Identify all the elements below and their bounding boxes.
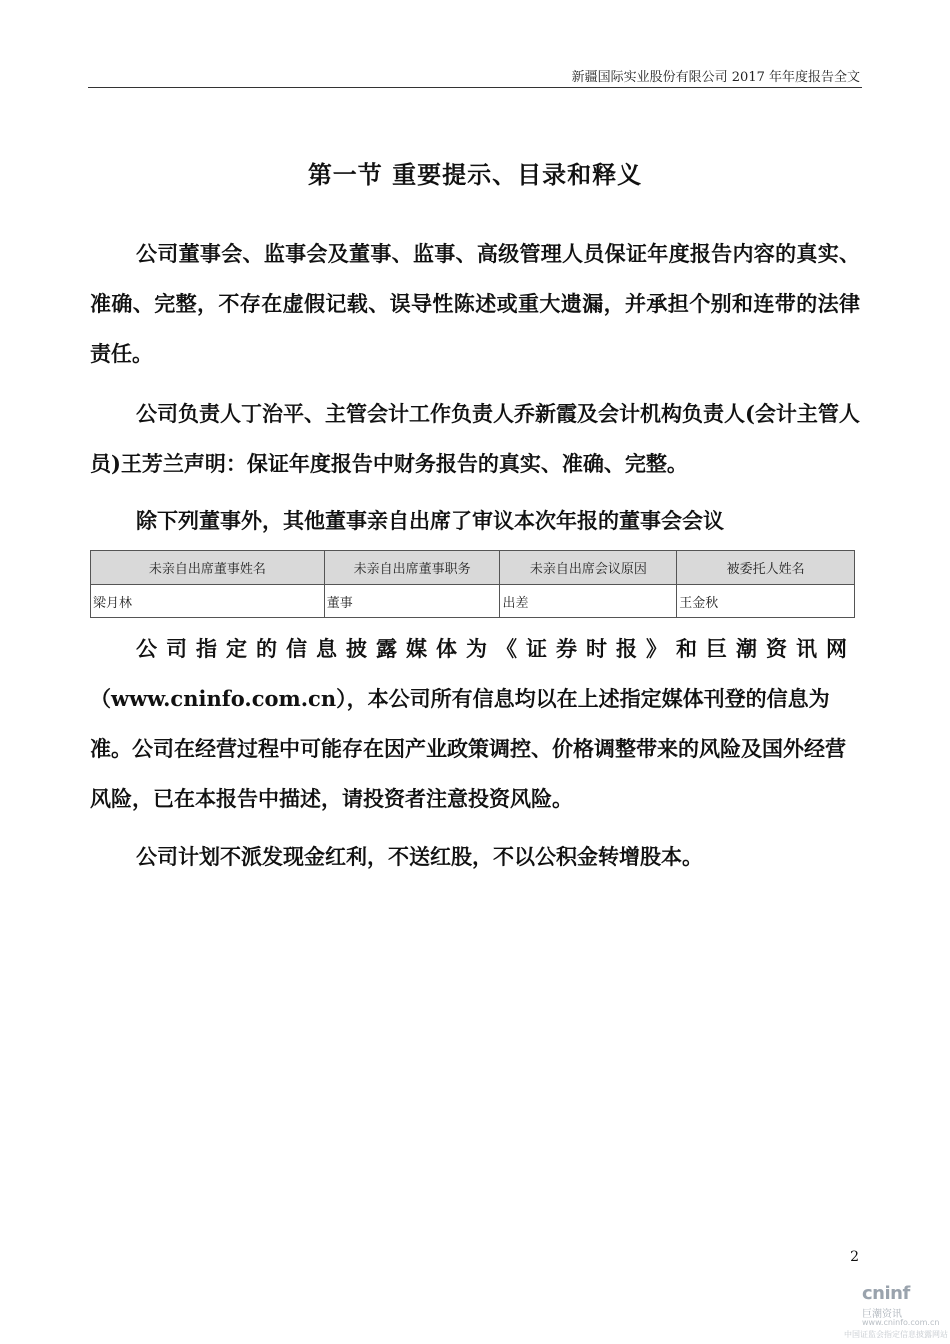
disclosure-media-lead: 公司指定的信息披露媒体为《证券时报》和巨潮资讯网 [136,636,856,661]
cninfo-watermark [840,1283,950,1344]
dividend-plan-paragraph: 公司计划不派发现金红利，不送红股，不以公积金转增股本。 [136,844,703,869]
column-header: 未亲自出席董事职务 [324,551,500,585]
cninfo-logo: cninf [862,1283,910,1304]
column-header: 被委托人姓名 [677,551,855,585]
cninfo-subtitle: 中国证监会指定信息披露网站 [844,1330,948,1339]
report-header-title: 新疆国际实业股份有限公司 2017 年年度报告全文 [571,70,860,85]
column-header: 未亲自出席董事姓名 [91,551,325,585]
director-position-cell: 董事 [324,585,500,618]
disclosure-media-paragraph [90,624,860,824]
disclosure-media-rest: （www.cninfo.com.cn），本公司所有信息均以在上述指定媒体刊登的信息为准。公司在经营过程中可能存在因产业政策调控、价格调整带来的风险及国外经营风险，已在本报告中描述，请投资者注意投资风险。 [90,686,846,811]
header-divider [88,87,862,88]
proxy-name-cell: 王金秋 [677,585,855,618]
absent-directors-table [90,550,855,618]
cninfo-url: www.cninfo.com.cn [862,1318,940,1327]
table-row [91,585,855,618]
page-number: 2 [850,1249,859,1265]
section-title: 第一节 重要提示、目录和释义 [307,160,643,189]
column-header: 未亲自出席会议原因 [500,551,677,585]
table-header-row [91,551,855,585]
absent-directors-intro: 除下列董事外，其他董事亲自出席了审议本次年报的董事会会议 [136,508,724,533]
cninfo-cn-name: 巨潮资讯 [862,1309,902,1320]
board-guarantee-paragraph: 公司董事会、监事会及董事、监事、高级管理人员保证年度报告内容的真实、准确、完整，不存在虚假记载、误导性陈述或重大遗漏，并承担个别和连带的法律责任。 [90,241,860,366]
director-name-cell: 梁月林 [91,585,325,618]
responsible-persons-statement: 公司负责人丁治平、主管会计工作负责人乔新霞及会计机构负责人(会计主管人员)王芳兰声明：保证年度报告中财务报告的真实、准确、完整。 [90,401,860,476]
absence-reason-cell: 出差 [500,585,677,618]
